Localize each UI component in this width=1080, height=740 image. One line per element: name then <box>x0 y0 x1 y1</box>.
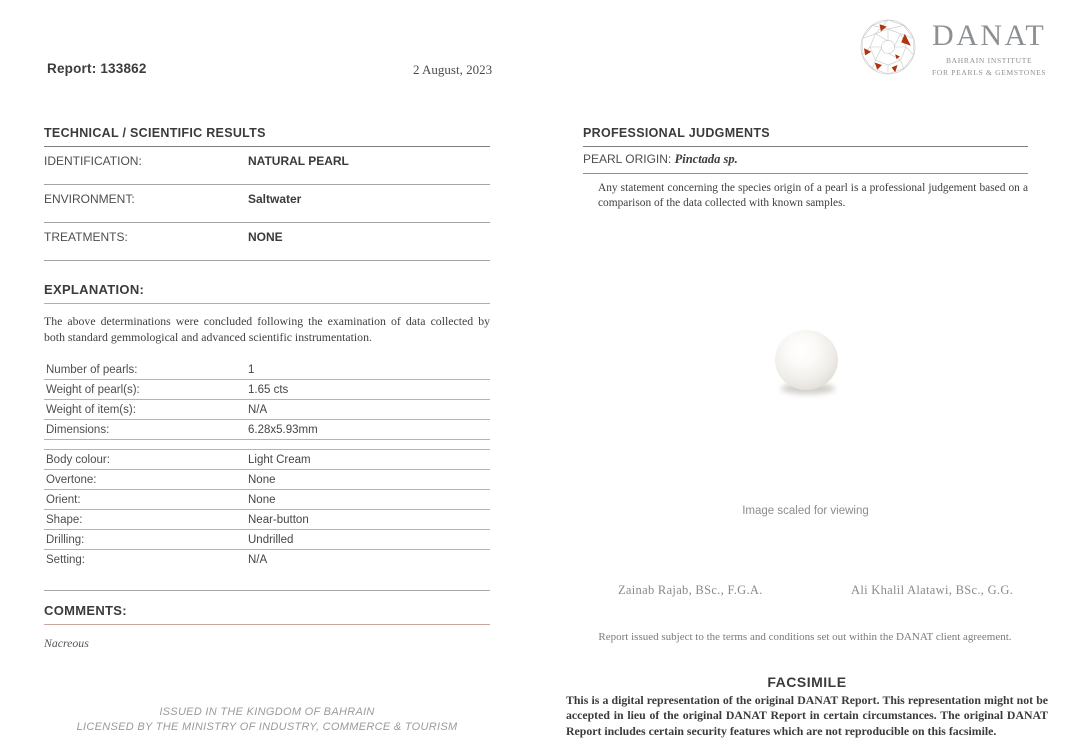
origin-disclaimer: Any statement concerning the species origin of a pearl is a professional judgement based on a comparison of the data collected with known samples. <box>598 182 1028 210</box>
professional-judgments-section <box>583 126 1028 211</box>
table-row: Number of pearls: 1 <box>44 360 490 380</box>
explanation-title: EXPLANATION: <box>44 282 490 304</box>
environment-row <box>44 185 490 223</box>
explanation-body: The above determinations were concluded following the examination of data collected by both standard gemmological and advanced scientific instrumentation. <box>44 314 490 345</box>
identification-value: NATURAL PEARL <box>248 154 349 168</box>
table-row: Setting: N/A <box>46 553 268 566</box>
comments-title: COMMENTS: <box>44 603 490 625</box>
environment-value: Saltwater <box>248 192 302 206</box>
danat-wordmark: DANAT <box>932 19 1047 53</box>
table-row: Overtone: None <box>44 470 490 490</box>
table-row: Orient: None <box>44 490 490 510</box>
danat-logo <box>858 16 1046 83</box>
report-date: 2 August, 2023 <box>413 62 493 77</box>
issuance-footer <box>44 705 490 735</box>
treatments-value: NONE <box>248 230 283 244</box>
facsimile-title: FACSIMILE <box>767 674 847 690</box>
pearl-origin-value: Pinctada sp. <box>674 152 738 166</box>
danat-emblem-icon <box>858 16 918 83</box>
pearl-origin-row <box>583 147 1028 174</box>
professional-judgments-title: PROFESSIONAL JUDGMENTS <box>583 126 1028 147</box>
image-scale-caption: Image scaled for viewing <box>742 505 869 517</box>
table-row: Shape: Near-button <box>44 510 490 530</box>
treatments-row <box>44 223 490 261</box>
terms-statement: Report issued subject to the terms and conditions set out within the DANAT client agreement. <box>598 631 1012 643</box>
report-number: Report: 133862 <box>47 61 147 76</box>
identification-label: IDENTIFICATION: <box>44 154 142 168</box>
technical-results-title: TECHNICAL / SCIENTIFIC RESULTS <box>44 126 490 147</box>
table-row: Dimensions: 6.28x5.93mm <box>44 420 490 440</box>
pearl-characteristics-table <box>44 449 490 569</box>
table-row: Weight of pearl(s): 1.65 cts <box>44 380 490 400</box>
identification-row <box>44 147 490 185</box>
treatments-label: TREATMENTS: <box>44 230 128 244</box>
pearl-origin-label: PEARL ORIGIN: <box>583 152 672 166</box>
table-row: Drilling: Undrilled <box>44 530 490 550</box>
signature-gemologist-2: Ali Khalil Alatawi, BSc., G.G. <box>851 583 1014 597</box>
pearl-measurements-table <box>44 360 490 440</box>
section-divider <box>44 590 490 591</box>
licensed-by-line: LICENSED BY THE MINISTRY OF INDUSTRY, COMMERCE & TOURISM <box>76 720 458 733</box>
danat-logo-subtitle: BAHRAIN INSTITUTE FOR PEARLS & GEMSTONES <box>932 56 1047 77</box>
technical-results-section <box>44 126 490 651</box>
facsimile-body: This is a digital representation of the original DANAT Report. This representation might not be accepted in lieu of the original DANAT Report in certain circumstances. The original DANAT Report includes certain security features which are not reproducible on this facsimile. <box>566 693 1048 738</box>
environment-label: ENVIRONMENT: <box>44 192 135 206</box>
pearl-photo <box>775 330 838 390</box>
facsimile-section <box>566 674 1048 739</box>
danat-wordmark-block <box>932 21 1046 78</box>
table-row: Weight of item(s): N/A <box>44 400 490 420</box>
signature-gemologist-1: Zainab Rajab, BSc., F.G.A. <box>618 583 763 597</box>
table-row: Body colour: Light Cream <box>44 450 490 470</box>
comments-body: Nacreous <box>44 635 89 650</box>
issued-in-line: ISSUED IN THE KINGDOM OF BAHRAIN <box>159 706 375 718</box>
